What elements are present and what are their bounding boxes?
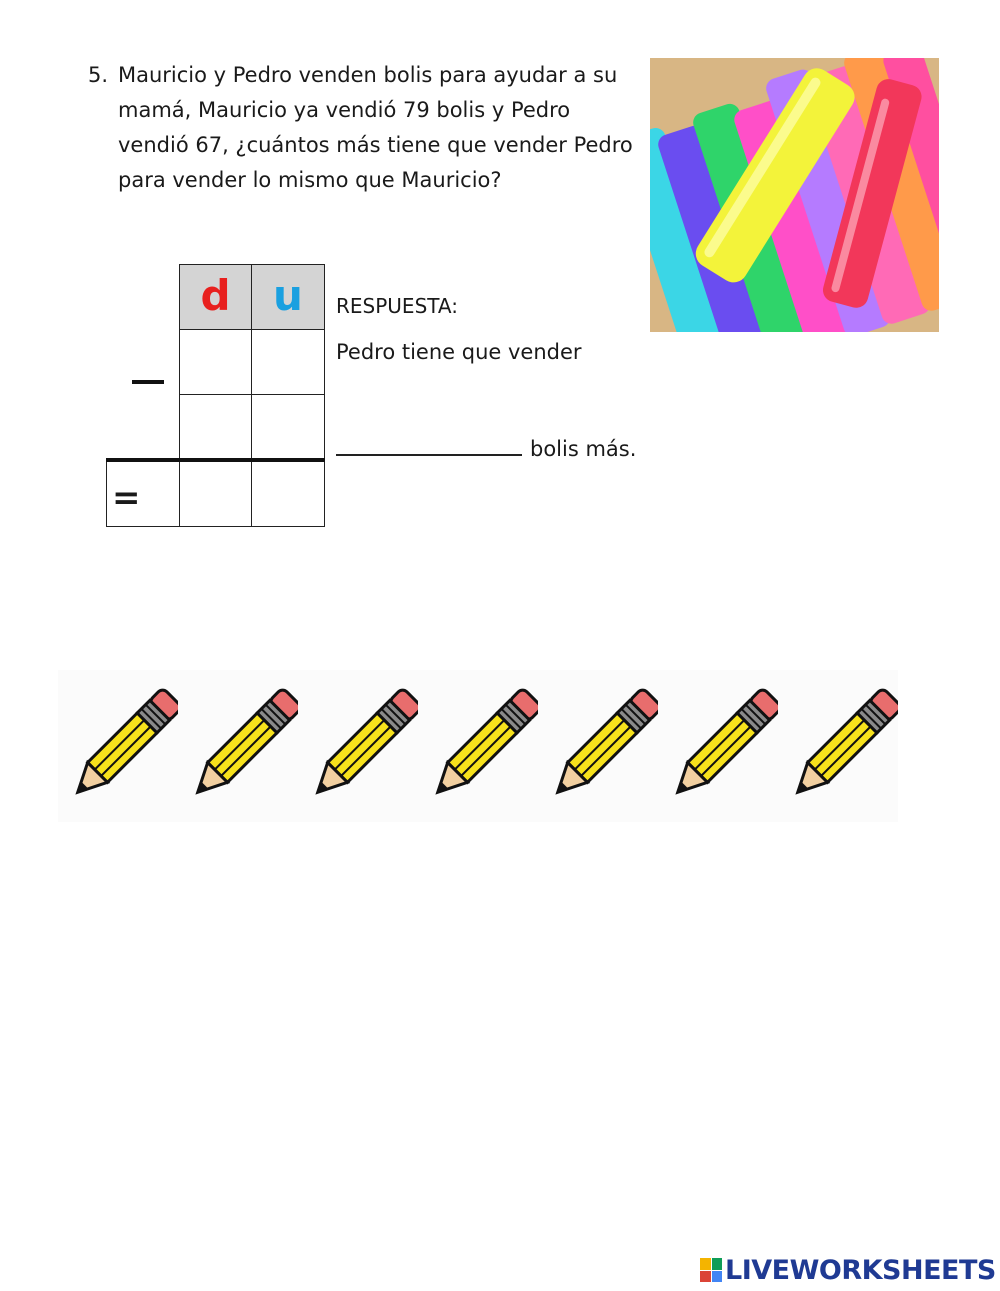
question-number: 5.: [88, 63, 109, 87]
minus-sign: [132, 380, 164, 384]
units-result-cell[interactable]: [251, 460, 325, 527]
pencil-icon: [548, 680, 658, 815]
tens-cell-row1[interactable]: [179, 329, 252, 395]
answer-line-2: [336, 436, 636, 461]
units-cell-row1[interactable]: [251, 329, 325, 395]
pencil-icon: [188, 680, 298, 815]
pencil-icon: [668, 680, 778, 815]
pencil-icon: [428, 680, 538, 815]
tens-cell-row2[interactable]: [179, 394, 252, 460]
answer-line-1: Pedro tiene que vender: [336, 340, 582, 364]
tens-header: d: [179, 264, 252, 330]
question-text: [88, 58, 633, 198]
pencil-icon: [308, 680, 418, 815]
units-header: u: [251, 264, 325, 330]
tens-result-cell[interactable]: [179, 460, 252, 527]
answer-suffix: bolis más.: [530, 437, 637, 461]
ice-pops-photo: [650, 58, 939, 332]
question-line-3: vendió 67, ¿cuántos más tiene que vender Pedro: [118, 133, 633, 157]
question-line-1: Mauricio y Pedro venden bolis para ayudar a su: [118, 63, 618, 87]
answer-blank-input[interactable]: [336, 436, 522, 456]
answer-label: RESPUESTA:: [336, 294, 458, 318]
units-cell-row2[interactable]: [251, 394, 325, 460]
question-line-4: para vender lo mismo que Mauricio?: [118, 168, 502, 192]
equals-sign: =: [112, 478, 141, 518]
brand-text: LIVEWORKSHEETS: [725, 1254, 996, 1286]
brand-logo-icon: [700, 1258, 722, 1282]
brand-watermark: [700, 1255, 996, 1285]
sum-line: [106, 458, 325, 462]
pencil-icon: [68, 680, 178, 815]
pencil-icon: [788, 680, 898, 815]
pencil-row: [58, 670, 898, 822]
question-line-2: mamá, Mauricio ya vendió 79 bolis y Pedro: [118, 98, 571, 122]
